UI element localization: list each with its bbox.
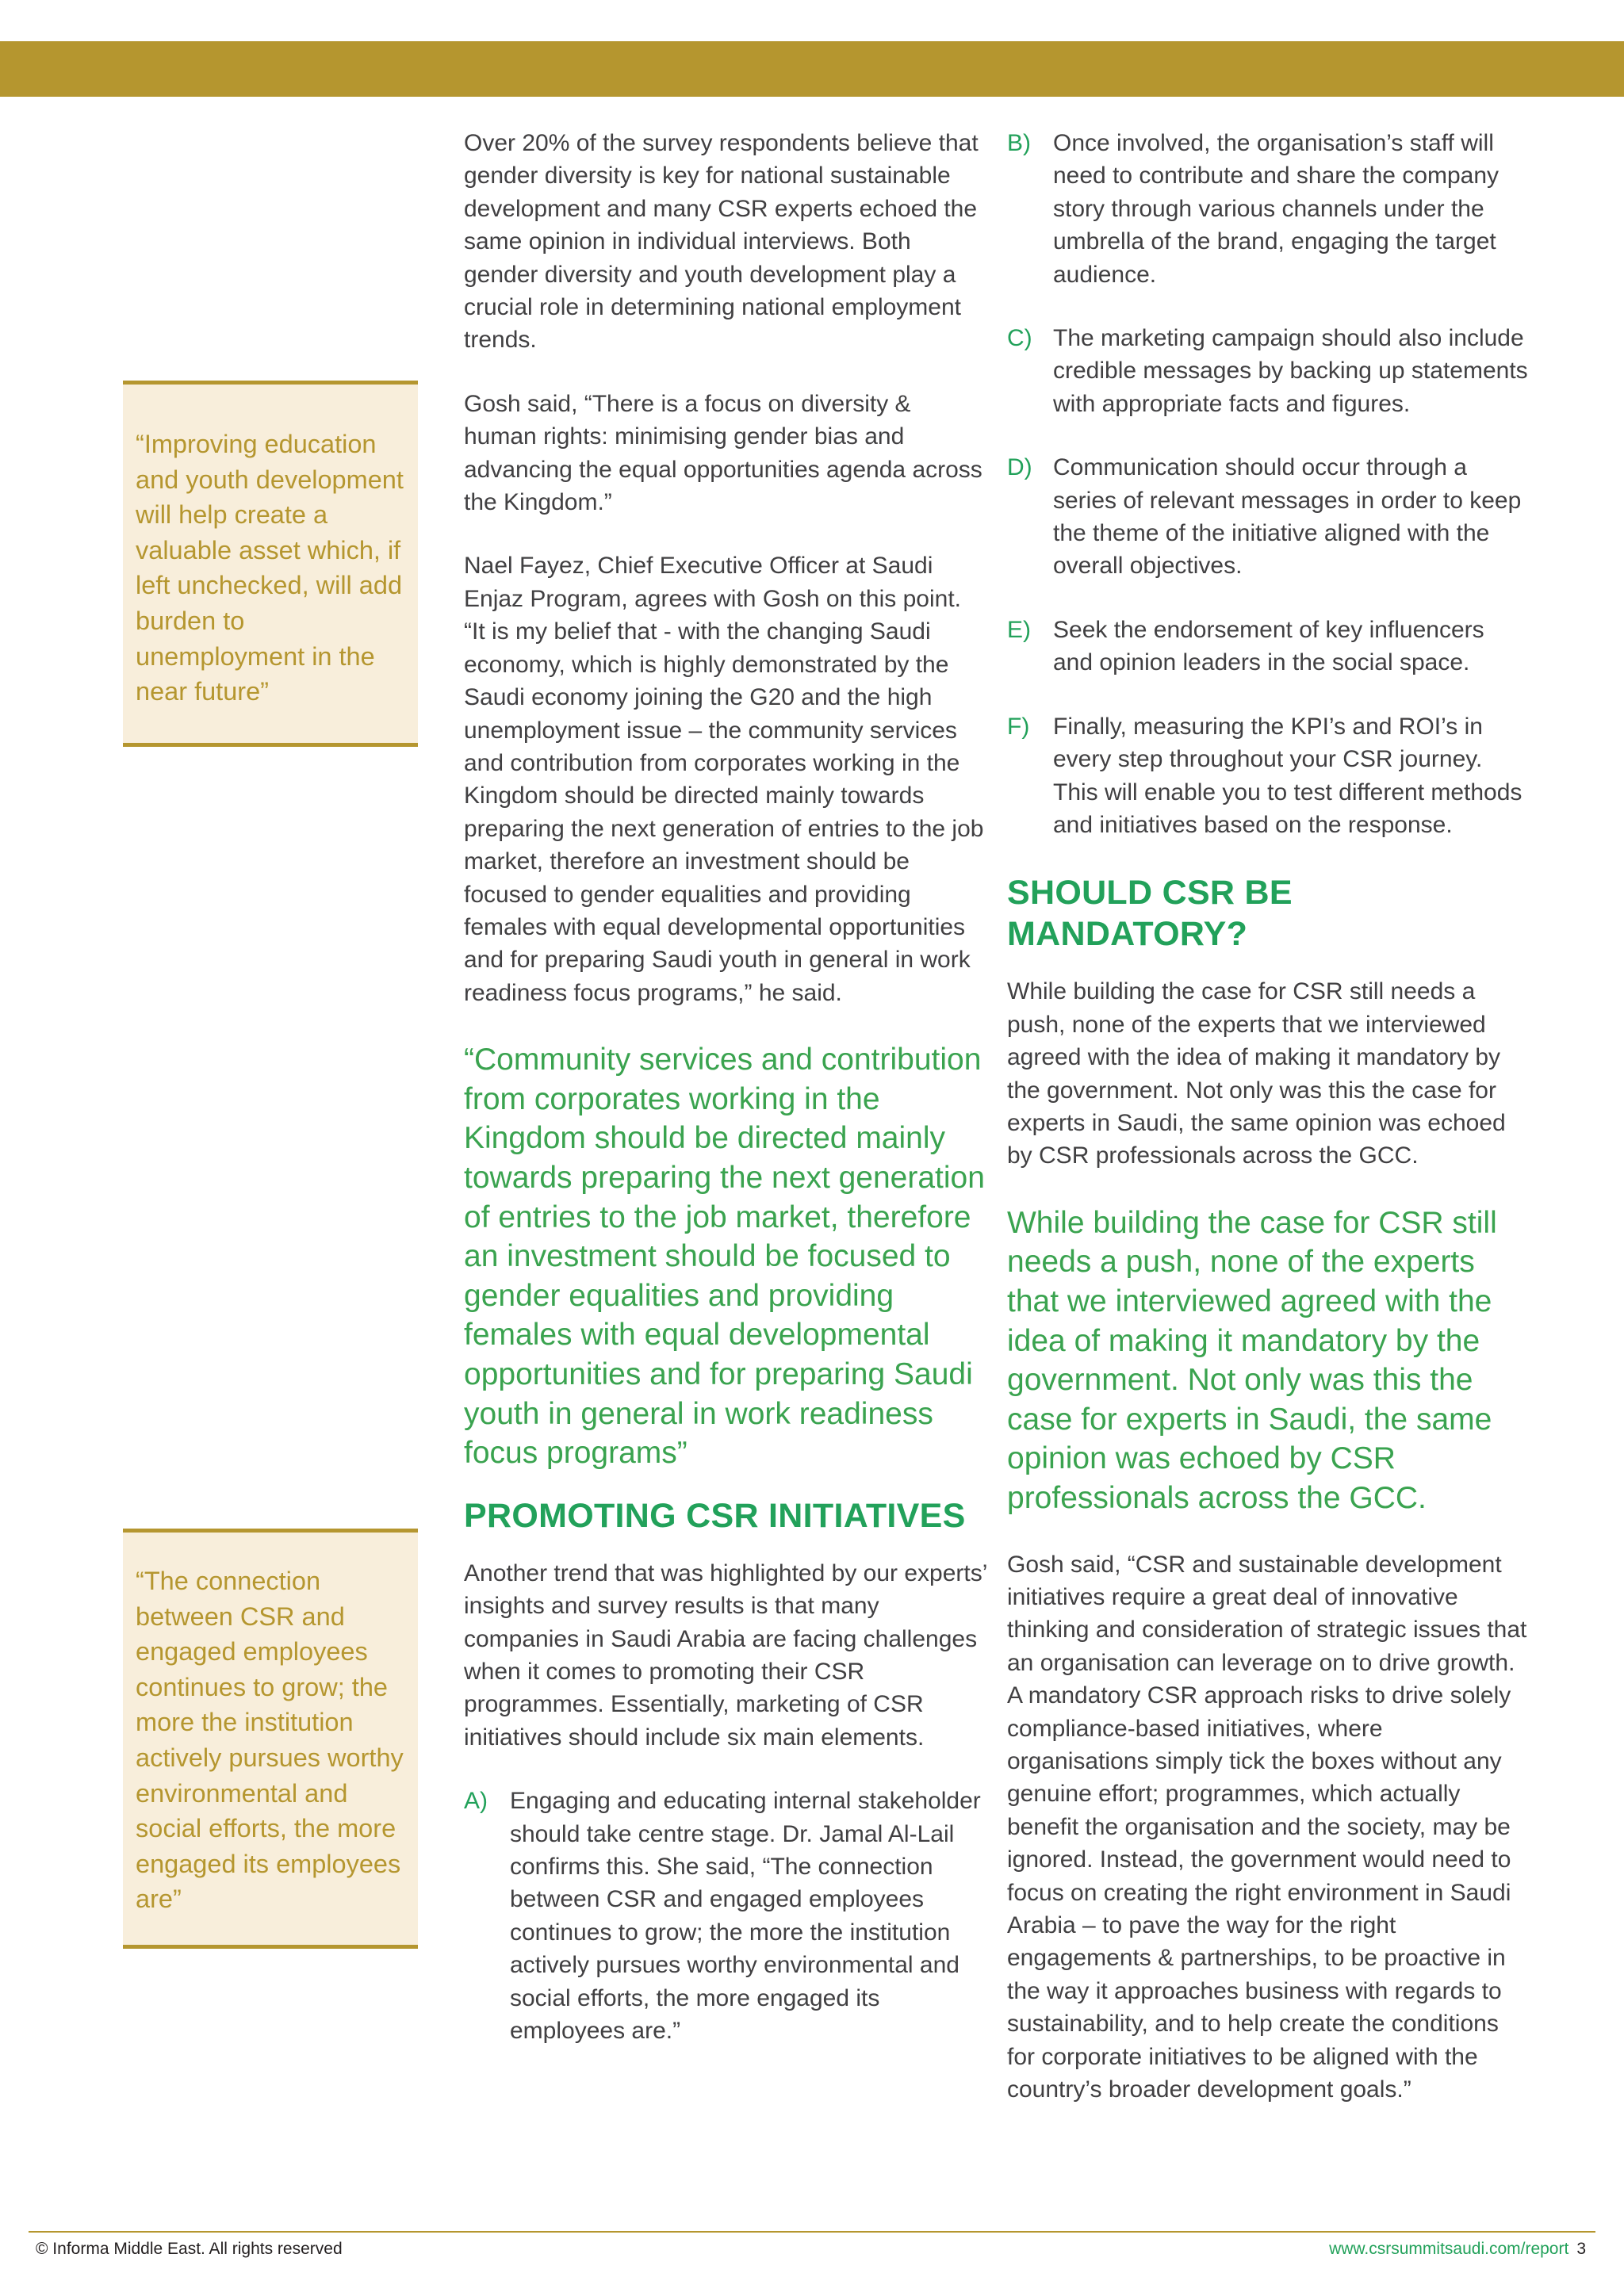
paragraph: Over 20% of the survey respondents believe that gender diversity is key for national sustainable development and many CSR experts echoed the same opinion in individual interviews. Both gender diversity and youth development play a crucial role in determining national employment trends. xyxy=(464,130,979,354)
list-letter: F) xyxy=(1007,713,1030,740)
pull-quote: “Community services and contribution from corporates working in the Kingdom should be directed mainly towards preparing the next generation of entries to the job market, therefore an investment should be focused to gender equalities and providing females with equal developmental opportunities and for preparing Saudi youth in general in work readiness focus programs” xyxy=(464,1043,985,1471)
list-text: Communication should occur through a series of relevant messages in order to keep the theme of the initiative aligned with the overall objectives. xyxy=(1053,454,1522,580)
pull-quote: While building the case for CSR still needs a push, none of the experts that we interviewed agreed with the idea of making it mandatory by the government. Not only was this the case for experts in Saudi, the same opinion was echoed by CSR professionals across the GCC. xyxy=(1007,1205,1497,1515)
sidebar-quote: “Improving education and youth development will help create a valuable asset which, if left unchecked, will add burden to unemployment in the near future” xyxy=(136,430,404,706)
footer-url-link[interactable]: www.csrsummitsaudi.com/report xyxy=(1329,2240,1569,2258)
sidebar-quote-box xyxy=(123,381,418,747)
article-column-left xyxy=(464,127,987,2078)
list-letter: E) xyxy=(1007,616,1031,643)
list-text: The marketing campaign should also include credible messages by backing up statements with appropriate facts and figures. xyxy=(1053,325,1528,417)
sidebar-quote: “The connection between CSR and engaged employees continues to grow; the more the institution actively pursues worthy environmental and social efforts, the more engaged its employees are” xyxy=(136,1567,404,1914)
list-item xyxy=(1007,451,1530,583)
list-item xyxy=(1007,127,1530,291)
list-item xyxy=(1007,710,1530,842)
paragraph: Gosh said, “CSR and sustainable development initiatives require a great deal of innovative thinking and consideration of strategic issues that an organisation can leverage on to drive growth. A mandatory CSR approach risks to drive solely compliance-based initiatives, where organisations simply tick the boxes without any genuine effort; programmes, which actually benefit the organisation and the society, may be ignored. Instead, the government would need to focus on creating the right environment in Saudi Arabia – to pave the way for the right engagements & partnerships, to be proactive in the way it approaches business with regards to sustainability, and to help create the conditions for corporate initiatives to be aligned with the country’s broader development goals.” xyxy=(1007,1551,1527,2103)
section-heading: PROMOTING CSR INITIATIVES xyxy=(464,1496,966,1535)
footer-rule xyxy=(29,2231,1595,2233)
list-letter: A) xyxy=(464,1788,488,1815)
list-letter: B) xyxy=(1007,130,1031,156)
list-item xyxy=(464,1785,987,2047)
list-item xyxy=(1007,322,1530,420)
paragraph: While building the case for CSR still needs a push, none of the experts that we interviewed agreed with the idea of making it mandatory by the government. Not only was this the case for experts in Saudi, the same opinion was echoed by CSR professionals across the GCC. xyxy=(1007,978,1506,1169)
paragraph: Nael Fayez, Chief Executive Officer at Saudi Enjaz Program, agrees with Gosh on this point. “It is my belief that - with the changing Saudi economy, which is highly demonstrated by the Saudi economy joining the G20 and the high unemployment issue – the community services and contribution from corporates working in the Kingdom should be directed mainly towards preparing the next generation of entries to the job market, therefore an investment should be focused to gender equalities and providing females with equal developmental opportunities and for preparing Saudi youth in general in work readiness focus programs,” he said. xyxy=(464,553,984,1006)
footer-right xyxy=(1329,2237,1586,2261)
article-column-right xyxy=(1007,127,1530,2137)
paragraph: Gosh said, “There is a focus on diversity & human rights: minimising gender bias and advancing the equal opportunities agenda across the Kingdom.” xyxy=(464,390,982,516)
section-heading: SHOULD CSR BE MANDATORY? xyxy=(1007,874,1293,954)
sidebar-quote-box xyxy=(123,1529,418,1949)
list-text: Finally, measuring the KPI’s and ROI’s in every step throughout your CSR journey. This will enable you to test different methods and initiatives based on the response. xyxy=(1053,713,1522,838)
list-text: Engaging and educating internal stakeholder should take centre stage. Dr. Jamal Al-Lail confirms this. She said, “The connection between CSR and engaged employees continues to grow; the more the institution actively pursues worthy environmental and social efforts, the more engaged its employees are.” xyxy=(510,1788,981,2044)
header-band xyxy=(0,41,1624,97)
page-number: 3 xyxy=(1576,2240,1586,2258)
list-letter: D) xyxy=(1007,454,1032,481)
list-item xyxy=(1007,614,1530,679)
list-letter: C) xyxy=(1007,325,1032,352)
paragraph: Another trend that was highlighted by our experts’ insights and survey results is that many companies in Saudi Arabia are facing challenges when it comes to promoting their CSR programmes. Essentially, marketing of CSR initiatives should include six main elements. xyxy=(464,1559,987,1751)
footer-copyright: © Informa Middle East. All rights reserved xyxy=(36,2240,343,2258)
list-text: Seek the endorsement of key influencers and opinion leaders in the social space. xyxy=(1053,616,1484,676)
list-text: Once involved, the organisation’s staff will need to contribute and share the company story through various channels under the umbrella of the brand, engaging the target audience. xyxy=(1053,130,1500,288)
